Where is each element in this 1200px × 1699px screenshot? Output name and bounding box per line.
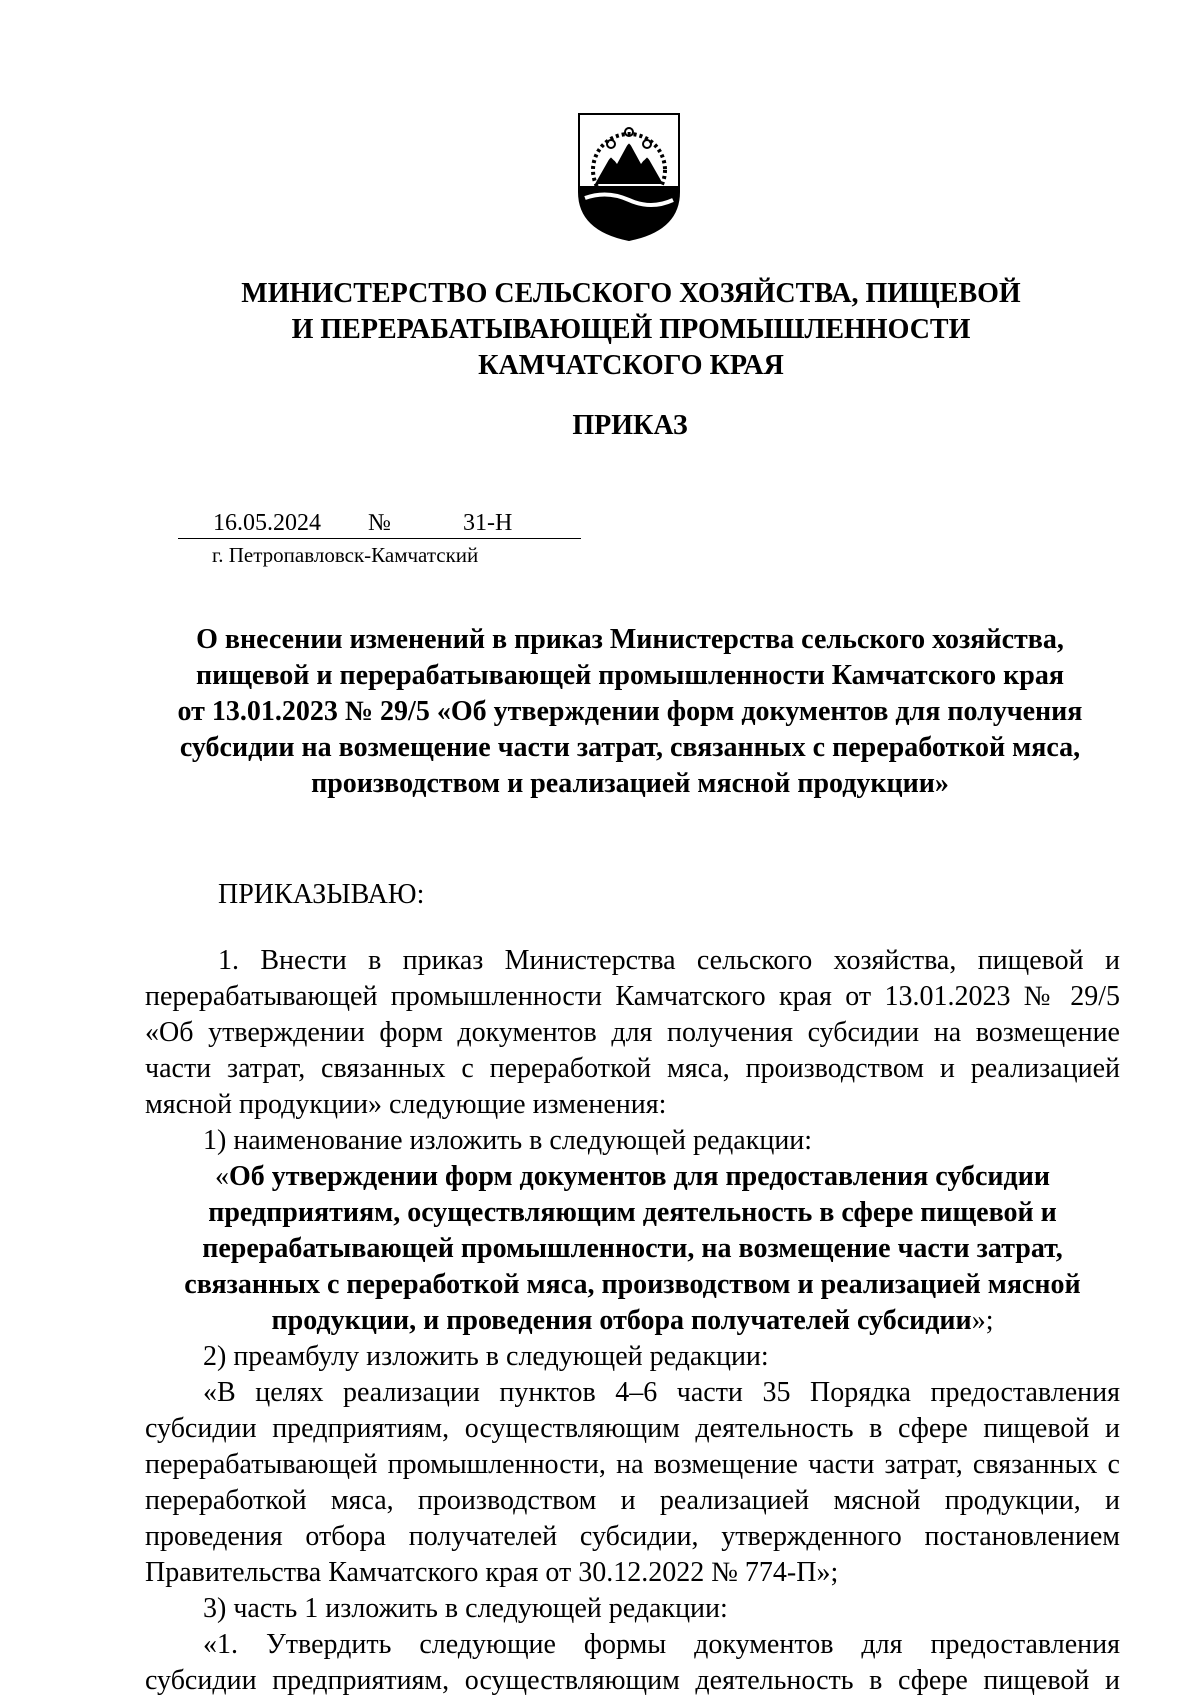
subject-line: от 13.01.2023 № 29/5 «Об утверждении форм документов для получения bbox=[177, 696, 1083, 727]
ministry-name bbox=[150, 276, 1112, 384]
body-line: 1. Внести в приказ Министерства сельского хозяйства, пищевой и bbox=[218, 945, 1120, 976]
subject-line: О внесении изменений в приказ Министерства сельского хозяйства, bbox=[196, 624, 1064, 655]
subject-line: субсидии на возмещение части затрат, связанных с переработкой мяса, bbox=[179, 732, 1081, 763]
document-number: 31-Н bbox=[463, 510, 513, 536]
body-line: перерабатывающей промышленности Камчатского края от 13.01.2023 № 29/5 bbox=[145, 981, 1120, 1012]
decree-word: ПРИКАЗЫВАЮ: bbox=[218, 879, 425, 910]
quoted-title-line: предприятиям, осуществляющим деятельность в сфере пищевой и bbox=[208, 1197, 1057, 1228]
open-quote: « bbox=[215, 1161, 230, 1192]
quoted-title-line: перерабатывающей промышленности, на возмещение части затрат, bbox=[202, 1233, 1063, 1264]
body-line: перерабатывающей промышленности, на возмещение части затрат, связанных с bbox=[145, 1449, 1120, 1480]
body-line: проведения отбора получателей субсидии, утвержденного постановлением bbox=[145, 1521, 1120, 1552]
document-type: ПРИКАЗ bbox=[572, 410, 688, 441]
quoted-title-line: связанных с переработкой мяса, производством и реализацией мясной bbox=[184, 1269, 1081, 1300]
body-line: переработкой мяса, производством и реализацией мясной продукции, и bbox=[145, 1485, 1120, 1516]
body-line: «1. Утвердить следующие формы документов для предоставления bbox=[203, 1629, 1120, 1660]
subject-line: производством и реализацией мясной продукции» bbox=[311, 768, 949, 799]
body-line: 2) преамбулу изложить в следующей редакции: bbox=[203, 1341, 769, 1372]
close-quote: »; bbox=[971, 1305, 994, 1336]
body-line: 1) наименование изложить в следующей редакции: bbox=[203, 1125, 813, 1156]
date-number-line bbox=[178, 508, 581, 539]
document-date: 16.05.2024 bbox=[213, 510, 321, 536]
subject-line: пищевой и перерабатывающей промышленности Камчатского края bbox=[196, 660, 1064, 691]
quoted-title-line: «Об утверждении форм документов для предоставления субсидии bbox=[215, 1161, 1050, 1192]
quoted-title-line: продукции, и проведения отбора получателей субсидии»; bbox=[271, 1305, 994, 1336]
ministry-line: МИНИСТЕРСТВО СЕЛЬСКОГО ХОЗЯЙСТВА, ПИЩЕВОЙ bbox=[241, 278, 1021, 309]
document-body bbox=[145, 943, 1120, 1699]
body-line: 3) часть 1 изложить в следующей редакции: bbox=[203, 1593, 728, 1624]
ministry-line: КАМЧАТСКОГО КРАЯ bbox=[478, 350, 784, 381]
kamchatka-coat-of-arms bbox=[577, 112, 681, 242]
body-line: мясной продукции» следующие изменения: bbox=[145, 1089, 667, 1120]
body-line: части затрат, связанных с переработкой мяса, производством и реализацией bbox=[145, 1053, 1120, 1084]
body-line: субсидии предприятиям, осуществляющим деятельность в сфере пищевой и bbox=[145, 1665, 1120, 1696]
body-line: «В целях реализации пунктов 4–6 части 35 Порядка предоставления bbox=[203, 1377, 1120, 1408]
number-label: № bbox=[368, 510, 391, 536]
ministry-line: И ПЕРЕРАБАТЫВАЮЩЕЙ ПРОМЫШЛЕННОСТИ bbox=[291, 314, 971, 345]
city: г. Петропавловск-Камчатский bbox=[212, 543, 479, 567]
document-subject bbox=[140, 622, 1120, 802]
body-line: Правительства Камчатского края от 30.12.2022 № 774-П»; bbox=[145, 1557, 839, 1588]
body-line: «Об утверждении форм документов для получения субсидии на возмещение bbox=[145, 1017, 1120, 1048]
body-line: субсидии предприятиям, осуществляющим деятельность в сфере пищевой и bbox=[145, 1413, 1120, 1444]
